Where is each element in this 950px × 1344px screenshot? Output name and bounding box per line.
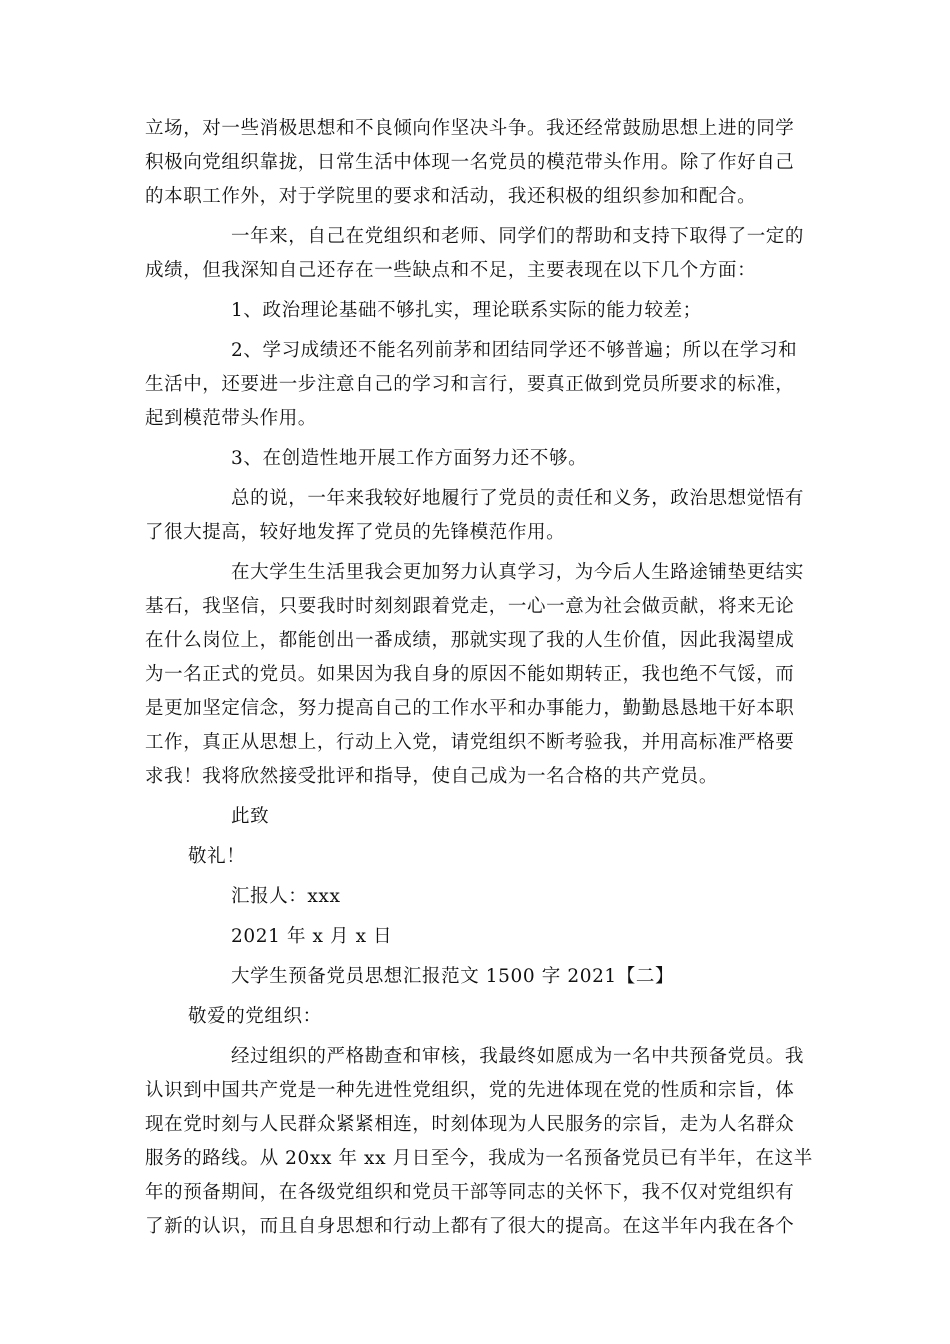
list-item: 3、在创造性地开展工作方面努力还不够。 — [231, 448, 588, 469]
text-line: 了新的认识，而且自身思想和行动上都有了很大的提高。在这半年内我在各个 — [145, 1216, 795, 1237]
text-line: 工作，真正从思想上，行动上入党，请党组织不断考验我，并用高标准严格要 — [145, 732, 795, 753]
text-line: 年的预备期间，在各级党组织和党员干部等同志的关怀下，我不仅对党组织有 — [145, 1182, 795, 1203]
text-line: 是更加坚定信念，努力提高自己的工作水平和办事能力，勤勤恳恳地干好本职 — [145, 698, 795, 719]
list-item: 2、学习成绩还不能名列前茅和团结同学还不够普遍；所以在学习和 — [231, 340, 798, 361]
text-line: 现在党时刻与人民群众紧紧相连，时刻体现为人民服务的宗旨，走为人名群众 — [145, 1114, 795, 1135]
text-line: 基石，我坚信，只要我时时刻刻跟着党走，一心一意为社会做贡献，将来无论 — [145, 596, 795, 617]
text-line: 求我！我将欣然接受批评和指导，使自己成为一名合格的共产党员。 — [145, 766, 719, 787]
section-title: 大学生预备党员思想汇报范文 1500 字 2021【二】 — [231, 966, 675, 987]
text-line: 总的说，一年来我较好地履行了党员的责任和义务，政治思想觉悟有 — [231, 488, 805, 509]
text-line: 为一名正式的党员。如果因为我自身的原因不能如期转正，我也绝不气馁，而 — [145, 664, 795, 685]
list-item: 1、政治理论基础不够扎实，理论联系实际的能力较差； — [231, 300, 702, 321]
closing-phrase: 此致 — [231, 806, 270, 827]
text-line: 在大学生生活里我会更加努力认真学习，为今后人生路途铺垫更结实 — [231, 562, 805, 583]
text-line: 的本职工作外，对于学院里的要求和活动，我还积极的组织参加和配合。 — [145, 186, 757, 207]
text-line: 积极向党组织靠拢，日常生活中体现一名党员的模范带头作用。除了作好自己 — [145, 152, 795, 173]
reporter-name: 汇报人：xxx — [231, 886, 341, 907]
text-line: 起到模范带头作用。 — [145, 408, 317, 429]
text-line: 生活中，还要进一步注意自己的学习和言行，要真正做到党员所要求的标准， — [145, 374, 795, 395]
report-date: 2021 年 x 月 x 日 — [231, 926, 393, 947]
salutation: 敬礼！ — [188, 846, 246, 867]
text-line: 一年来，自己在党组织和老师、同学们的帮助和支持下取得了一定的 — [231, 226, 805, 247]
greeting: 敬爱的党组织： — [188, 1006, 322, 1027]
text-line: 成绩，但我深知自己还存在一些缺点和不足，主要表现在以下几个方面： — [145, 260, 757, 281]
text-line: 服务的路线。从 20xx 年 xx 月日至今，我成为一名预备党员已有半年，在这半 — [145, 1148, 813, 1169]
text-line: 经过组织的严格勘查和审核，我最终如愿成为一名中共预备党员。我 — [231, 1046, 805, 1067]
text-line: 认识到中国共产党是一种先进性党组织，党的先进体现在党的性质和宗旨，体 — [145, 1080, 795, 1101]
text-line: 立场，对一些消极思想和不良倾向作坚决斗争。我还经常鼓励思想上进的同学 — [145, 118, 795, 139]
text-line: 了很大提高，较好地发挥了党员的先锋模范作用。 — [145, 522, 566, 543]
text-line: 在什么岗位上，都能创出一番成绩，那就实现了我的人生价值，因此我渴望成 — [145, 630, 795, 651]
